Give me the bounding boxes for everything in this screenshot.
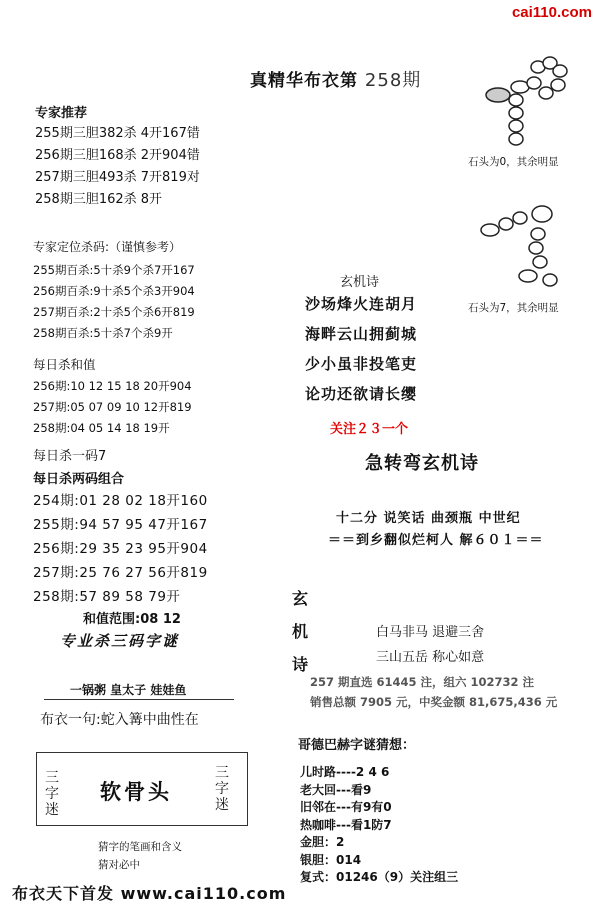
goethe-list xyxy=(300,764,458,887)
daily-combo-row: 256期:29 35 23 95开904 xyxy=(33,541,208,557)
riddle-line-a: 十二分 说笑话 曲颈瓶 中世纪 xyxy=(336,511,521,526)
daily-sum-row: 258期:04 05 14 18 19开 xyxy=(33,421,170,435)
stone-icon xyxy=(531,228,545,240)
sales-info xyxy=(310,672,557,712)
goethe-compound: 复式：01246（9）关注组三 xyxy=(300,870,459,884)
xuan-phrases xyxy=(376,620,484,670)
daily-combo-row: 258期:57 89 58 79开 xyxy=(33,589,181,605)
poem-line: 沙场烽火连胡月 xyxy=(305,295,418,313)
stones-figure-zero xyxy=(468,55,578,150)
riddle-line-b: ＝＝到乡翻似烂柯人 解６０１＝＝ xyxy=(328,533,544,548)
page-title xyxy=(250,66,421,92)
three-char-left: 三字迷 xyxy=(45,770,59,818)
daily-combo-row: 257期:25 76 27 56开819 xyxy=(33,565,208,581)
expert-heading: 专家推荐 xyxy=(35,106,88,121)
three-char-right: 三字迷 xyxy=(215,765,229,813)
poem-line: 论功还欲请长缨 xyxy=(305,385,418,403)
goethe-heading: 哥德巴赫字谜猜想： xyxy=(298,738,416,753)
expert-row: 258期三胆162杀 8开 xyxy=(35,192,163,207)
daily-one: 每日杀一码7 xyxy=(33,449,107,464)
goethe-row: 旧邻在---有9有0 xyxy=(300,800,392,814)
stone-icon xyxy=(543,274,557,286)
goethe-row: 热咖啡---看1防7 xyxy=(300,817,392,832)
stone-icon xyxy=(509,107,523,119)
stone-icon xyxy=(529,242,543,254)
daily-sum-row: 257期:05 07 09 10 12开819 xyxy=(33,400,192,414)
stone-icon xyxy=(539,87,553,99)
stone-icon xyxy=(481,224,499,236)
daily-sum-heading: 每日杀和值 xyxy=(33,357,96,372)
hint-line: 猜对必中 xyxy=(98,859,140,871)
daily-combo-row: 255期:94 57 95 47开167 xyxy=(33,517,208,533)
stone-icon xyxy=(509,120,523,132)
stones-figure-seven xyxy=(478,200,578,292)
stone-icon xyxy=(486,88,510,102)
divider xyxy=(44,699,234,700)
poem-line: 海畔云山拥蓟城 xyxy=(305,325,418,343)
position-kill-row: 257期百杀:2十杀5个杀6开819 xyxy=(33,305,195,319)
attention-note: 关注２３一个 xyxy=(330,422,409,437)
sales-line: 销售总额 7905 元，中奖金额 81,675,436 元 xyxy=(310,695,558,709)
stones-caption-seven: 石头为7，其余明显 xyxy=(468,302,559,314)
poem-line: 少小虽非投笔吏 xyxy=(305,355,418,373)
xuan-char: 机 xyxy=(291,622,308,641)
goethe-row: 老大回---看9 xyxy=(300,782,372,797)
expert-row: 255期三胆382杀 4开167错 xyxy=(35,126,200,141)
xuanji-poem xyxy=(305,289,417,409)
stone-icon xyxy=(533,256,547,268)
stone-icon xyxy=(513,212,527,224)
stone-icon xyxy=(519,270,537,282)
daily-combo-heading: 每日杀两码组合 xyxy=(33,472,125,487)
stone-icon xyxy=(553,65,567,77)
riddle-title: 专业杀三码字谜 xyxy=(60,632,180,650)
daily-combo-row: 254期:01 28 02 18开160 xyxy=(33,493,208,509)
xuan-vertical xyxy=(290,582,310,681)
hint xyxy=(98,838,182,874)
daily-sum-list xyxy=(33,376,192,439)
xuanji-heading: 玄机诗 xyxy=(340,275,380,290)
sum-range: 和值范围:08 12 xyxy=(83,612,181,627)
title-issue: 258期 xyxy=(364,70,422,91)
footer: 布衣天下首发 www.cai110.com xyxy=(12,884,287,903)
goethe-silver: 银胆：014 xyxy=(300,852,362,867)
title-text: 真精华布衣第 xyxy=(250,71,358,91)
three-char-word: 软骨头 xyxy=(100,780,172,804)
position-kill-row: 258期百杀:5十杀7个杀9开 xyxy=(33,326,173,340)
stone-icon xyxy=(551,79,565,91)
stone-icon xyxy=(532,206,552,222)
stone-icon xyxy=(509,94,523,106)
buyi-sentence: 布衣一句:蛇入篝中曲性在 xyxy=(40,712,199,728)
position-kill-row: 256期百杀:9十杀5个杀3开904 xyxy=(33,284,195,298)
xuan-char: 玄 xyxy=(291,589,308,608)
daily-sum-row: 256期:10 12 15 18 20开904 xyxy=(33,379,192,393)
riddle-poem-title: 急转弯玄机诗 xyxy=(365,453,479,474)
goethe-gold: 金胆：2 xyxy=(300,835,345,849)
position-kill-row: 255期百杀:5十杀9个杀7开167 xyxy=(33,263,195,277)
xuan-char: 诗 xyxy=(291,655,308,674)
expert-row: 256期三胆168杀 2开904错 xyxy=(35,148,200,163)
hint-line: 猜字的笔画和含义 xyxy=(98,841,182,853)
expert-list xyxy=(35,123,200,211)
position-kill-list xyxy=(33,260,195,344)
goethe-row: 儿时路----2 4 6 xyxy=(300,765,390,779)
xuan-phrase: 白马非马 退避三舍 xyxy=(376,625,485,640)
position-kill-heading: 专家定位杀码:（谨慎参考） xyxy=(33,240,182,254)
riddle-words: 一锅粥 皇太子 娃娃鱼 xyxy=(70,683,187,697)
stones-caption-zero: 石头为0，其余明显 xyxy=(468,156,559,168)
sales-line: 257 期直选 61445 注，组六 102732 注 xyxy=(310,675,535,689)
xuan-phrase: 三山五岳 称心如意 xyxy=(376,650,485,665)
expert-row: 257期三胆493杀 7开819对 xyxy=(35,170,200,185)
stone-icon xyxy=(527,77,541,89)
stone-icon xyxy=(509,133,523,145)
stone-icon xyxy=(499,218,513,230)
daily-combo-list xyxy=(33,489,208,609)
site-logo[interactable]: cai110.com xyxy=(511,4,592,21)
